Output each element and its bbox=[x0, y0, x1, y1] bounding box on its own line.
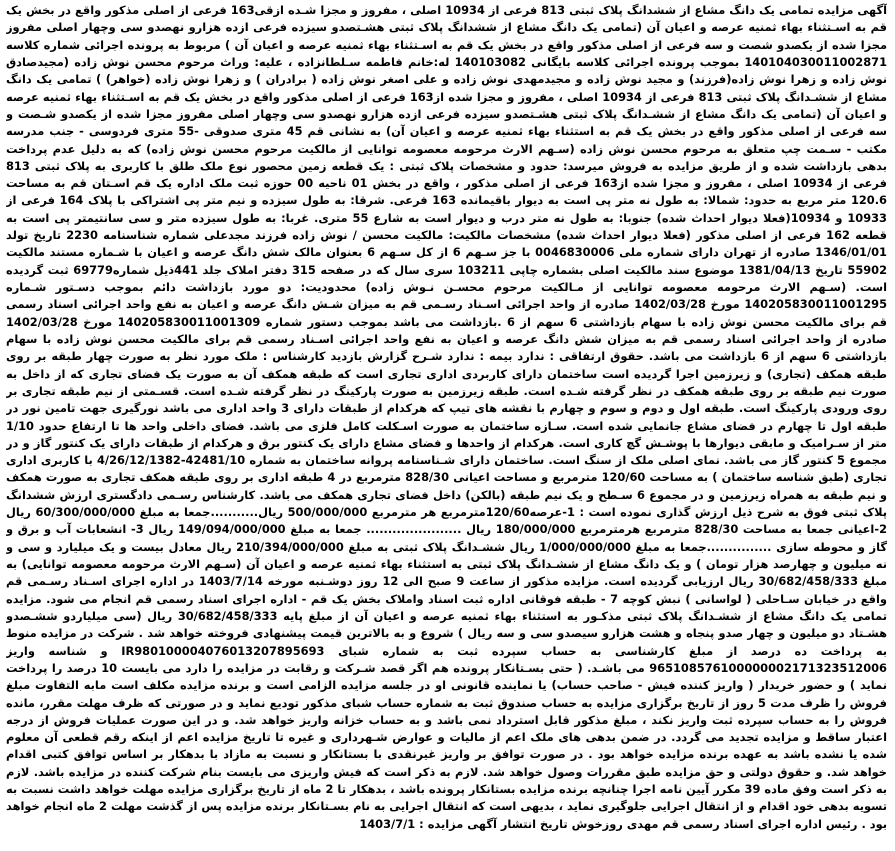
auction-notice bbox=[6, 2, 887, 847]
publish-date: 1403/7/1 bbox=[359, 816, 416, 831]
notice-body bbox=[6, 2, 887, 833]
notice-body-text: آگهی مزایده تمامی یک دانگ مشاع از ششدانگ پلاک ثبتی 813 فرعی از 10934 اصلی ، مفروز و مجزا شـده ازقی163 فرعی از اصلی مذکور واقع در بخش یک قم به اسـتثناء بهاء ثمنیه عرصه و اعیان آن (تمامی یک دانگ مشاع از ششدانگ پلاک ثبتی هشـتصدو سیزده فرعی ازده هزارو نهصدو سی وچهار اصلی مفروز مجزا شده از یکصدو شصت و سه فرعی از اصلی مذکور واقع در بخش یک قم به اسـتثناء بهاء ثمنیه عرصه و اعیان آن ) مربوط به پرونده اجرائی شماره کلاسه 140104030011002871 بموجب پرونده اجرائی کلاسه بایگانی 140103082 له:خانم فاطمه سـلطانزاده ، علیه: وراث مرحوم محسن نوش زاده (مجیدصادق نوش زاده و زهرا نوش زاده(فرزند) و مجید نوش زاده و مجیدمهدی نوش زاده و علی اصغر نوش زاده ( برادران ) و زهرا نوش زاده (خواهر) ) تمامی یک دانگ مشاع از ششـدانگ پلاک ثبتی 813 فرعی از 10934 اصلی ، مفروز و مجزا شده از163 فرعی از اصلی مذکور واقع در بخش یک قم به اسـتثناء بهاء ثمنیه عرصه و اعیان آن (تمامی یک دانگ مشاع از ششـدانگ پلاک ثبتی هشـتصدو سیزده فرعی ازده هزارو نهصدو سی وچهار اصلی مفروز مجزا شده از یکصدو شـصت و سه فرعی از اصلی مذکور واقع در بخش یک قم به استثناء بهاء ثمنیه عرصه و اعیان آن) به نشانی قم 45 متری صدوقی -55 متری فردوسی - جنب مدرسه مکتب - سـمت چپ متعلق به مرحوم محسن نوش زاده (سـهم الارث مرحومه معصومه توانایی از مالکیت مرحوم محسن نوش زاده) که به دلیل عدم پرداخت بدهی بازداشت شده و از طریق مزایده به فروش میرسد: حدود و مشخصات پلاک ثبتی : یک قطعه زمین محصور نوع ملک طلق با کاربری به پلاک ثبتی 813 فرعی از 10934 اصلی ، مفروز و مجزا شده از163 فرعی از اصلی مذکور ، واقع در بخش 01 ناحیه 00 حوزه ثبت ملک اداره یک قم اسـتان قم به مساحت 120.6 متر مربع به حدود: شمالا: به طول نه متر پی است به دیوار باقیمانده 163 فرعی. شرقا: به طول سیزده و نیم متر پی اشتراکی با پلاک 164 فرعی از 10933 و 10934(فعلا دیوار احداث شده) جنوبا: به طول نه متر درب و دیوار است به شارع 55 متری. غربا: به طول سیزده متر و سی سانتیمتر پی است به قطعه 162 فرعی از اصلی مذکور (فعلا دیوار احداث شده) مشخصات مالکیت: مالکیت محسن / نوش زاده فرزند مجدعلی شماره شناسنامه 2230 تاریخ تولد 1346/01/01 صادره از تهران دارای شماره ملی 0046830006 با جز سـهم 6 از کل سـهم 6 بعنوان مالک شش دانگ عرصه و اعیان با شـماره مستند مالکیت 55902 تاریخ 1381/04/13 موضوع سند مالکیت اصلی بشماره چاپی 103211 سری سال که در صفحه 315 دفتر املاک جلد 441ذیل شماره69779 ثبت گردیده است. (سـهم الارث مرحومه معصومه توانایی از مـالکیت مرحوم محسـن نـوش زاده) محدودیت: دو مورد بازداشت دائم بموجب دسـتور شـماره 140205830011001295 مورخ 1402/03/28 صادره از واحد اجرائی اسـناد رسـمی قم به میزان شـش دانگ عرصه و اعیان به نفع واحد اجرائی اسناد رسمی قم برای مالکیت محسن نوش زاده با سهام بازداشتی 6 سهم از 6 .بازداشت می باشد بموجب دستور شماره 140205830011001309 مورخ 1402/03/28 صادره از واحد اجرائی اسناد رسمی قم به میزان شش دانگ عرصه و اعیان به نفع واحد اجرائی اسـناد رسمی قم برای مالکیت محسن نوش زاده با سهام بازداشتی 6 سهم از 6 بازداشت می باشد. حقوق ارتفاقی : ندارد بیمه : ندارد شـرح گزارش بازدید کارشناس : ملک مورد نظر به صورت چهار طبقه بر روی طبقه همکف (تجاری) و زیرزمین اجرا گردیده است ساختمان دارای کاربردی اداری تجاری است که طبقه همکف آن به صورت یک فضای تجاری که از داخل به صورت نیم طبقه بر روی طبقه همکف در نظر گرفته شـده است. طبقه زیرزمین به صورت پارکینگ در نظر گرفته شـده است. قسـمتی از نیم طبقه تجاری بر روی ورودی پارکینگ است. طبقه اول و دوم و سوم و چهارم با نقشه های تیپ که هرکدام از طبقات دارای 3 واحد اداری می باشد نورگیری جهت تامین نور در طبقه اول تا چهارم در فضای مشاع جانمایی شده است. سـازه ساختمان به صورت اسـکلت کامل فلزی می باشد. فضای داخلی واحد ها تا ارتفاع حدود 1/10 متر از سـرامیک و مابقی دیوارها با پوشـش گچ کاری است. هرکدام از واحدها و فضای مشاع دارای یک کنتور برق و هرکدام از طبقات دارای یک کنتور گاز و در مجموع 5 کنتور گاز می باشد. نمای اصلی ملک از سنگ است. ساختمان دارای شـناسنامه پروانه ساختمان به شماره 42481/10-4/26/12/1382 با کاربری اداری تجاری (طبق شناسه ساختمان ) به مساحت 120/60 مترمربع و مساحت اعیانی 828/30 مترمربع در 4 طبقه اداری بر روی طبقه همکف تجاری به صورت همکف و نیم طبقه به همراه زیرزمین و در مجموع 6 سـطح و یک نیم طبقه (بالکن) داخل فضای تجاری همکف می باشد. کارشناس رسـمی دادگستری ارزش ششدانگ پلاک ثبتی فوق به شرح ذیل ارزش گذاری نموده است : 1-عرصه120/60مترمربع هر مترمربع 500/000/000 ریال...........جمعا به مبلغ 60/300/000/000 ریال 2-اعیانی جمعا به مساحت 828/30 مترمربع هرمترمربع 180/000/000 ریال ...................... جمعا به مبلغ 149/094/000/000 ریال 3- انشعابات آب و برق و گاز و محوطه سازی ...............جمعا به مبلغ 1/000/000/000 ریال ششـدانگ پلاک ثبتی به مبلغ 210/394/000/000 ریال معادل بیست و یک میلیارد و سی و نه میلیون و چهارصد هزار تومان ) و یک دانگ مشاع از ششـدانگ پلاک ثبتی به استثناء بهاء ثمنیه عرصه و اعیان آن (سـهم الارث مرحومه معصومه توانایی) به مبلغ 30/682/458/333 ریال ارزیابی گردیده است. مزایده مذکور از ساعت 9 صبح الی 12 روز دوشـنبه مورخه 1403/7/14 در اداره اجرای اسـناد رسـمی قم واقع در خیابان سـاحلی ( لواسانی ) نبش کوچه 7 - طبقه فوقانی اداره ثبت اسناد واملاک بخش یک قم - اداره اجرای اسناد رسمی قم انجام می شود. مزایده تمامی یک دانگ مشاع از ششـدانگ پلاک ثبتی مذکـور به استثناء بهاء ثمنیه عرصه و اعیان آن از مبلغ پایه 30/682/458/333 ریال (سی میلیاردو ششـصدو هشـتاد دو میلیون و چهار صدو پنجاه و هشت هزارو سیصدو سی و سه ریال ) شروع و به بالاترین قیمت پیشنهادی فروخته خواهد شد . شرکت در مزایده منوط به پرداخت ده درصد از مبلغ کارشناسی به حساب سپرده ثبت به شماره شبای IR980100004076013207895693 و شناسه واریز 965108576100000002171323512006 می باشـد. ( حتی بسـتانکار پرونده هم اگر قصد شـرکت و رقابت در مزایده را دارد می بایست 10 درصد را پرداخت نماید ) و حضور خریدار ( واریز کننده فیش - صاحب حساب) یا نماینده قانونی او در جلسه مزایده الزامی است و برنده مزایده مکلف است مابه التفاوت مبلغ فروش را ظرف مدت 5 روز از تاریخ برگزاری مزایده به حساب صندوق ثبت به شماره حساب شبای مذکور تودیع نماید و در صورتی که ظرف مهلت مقرر، مانده فروش را به حساب سپرده ثبت واریز نکند ، مبلغ مذکور قابل استرداد نمی باشد و به حساب خزانه واریز خواهد شد. و در این صورت عملیات فروش از درجه اعتبار ساقط و مزایده تجدید می گردد. در ضمن بدهی های ملک اعم از مالیات و عوارض شـهرداری و غیره تا تاریخ مزایده اعم از اینکه رقم قطعی آن معلوم شده یا نشده باشد به عهده برنده مزایده خواهد بود . در صورت توافق بر واریز غیرنقدی با بستانکار و نسبت به مازاد با بدهکار بر اساس توافق کتبی اقدام خواهد شد. و حقوق دولتی و حق مزایده طبق مقررات وصول خواهد شد. لازم به ذکر است که فیش واریزی می بایست بنام شرکت کننده در مزایده باشد. لازم به ذکر است وفق ماده 39 مکرر آیین نامه اجرا چنانچه برنده مزایده بستانکار پرونده باشد ، بدهکار تا 2 ماه از تاریخ برگزاری مزایده مهلت خواهد داشت نسبت به تسویه بدهی خود اقدام و از انتقال اجرایی جلوگیری نماید ، بدیهی است که انتقال اجرایی به نام بسـتانکار برنده مزایده پس از گذشت مهلت 2 ماه انجام خواهد بود . رئیس اداره اجرای اسناد رسمی قم مهدی روزخوش تاریخ انتشار آگهی مزایده : bbox=[6, 3, 887, 831]
